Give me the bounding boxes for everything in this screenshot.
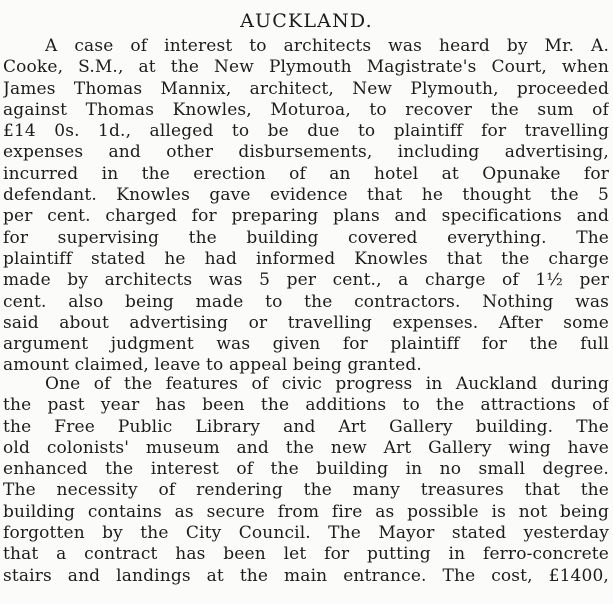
text-line: argument judgment was given for plaintiff for the full bbox=[3, 334, 609, 355]
text-line: the past year has been the additions to the attractions of bbox=[3, 395, 609, 416]
text-line: said about advertising or travelling expenses. After some bbox=[3, 312, 609, 333]
text-line: stairs and landings at the main entrance. The cost, £1400, bbox=[3, 565, 609, 586]
text-line: defendant. Knowles gave evidence that he thought the 5 bbox=[3, 185, 609, 206]
text-line: per cent. charged for preparing plans and specifications and bbox=[3, 206, 609, 227]
text-line: amount claimed, leave to appeal being granted. bbox=[3, 355, 422, 376]
text-line: forgotten by the City Council. The Mayor stated yesterday bbox=[3, 523, 609, 544]
text-line: made by architects was 5 per cent., a charge of 1½ per bbox=[3, 270, 609, 291]
text-line: One of the features of civic progress in Auckland during bbox=[45, 374, 609, 394]
text-line: old colonists' museum and the new Art Gallery wing have bbox=[3, 437, 609, 458]
text-line: cent. also being made to the contractors. Nothing was bbox=[3, 291, 609, 312]
text-line: A case of interest to architects was heard by Mr. A. bbox=[45, 36, 609, 56]
text-line: building contains as secure from fire as possible is not being bbox=[3, 501, 609, 522]
text-line: that a contract has been let for putting in ferro-concrete bbox=[3, 544, 609, 565]
text-line: The necessity of rendering the many treasures that the bbox=[3, 480, 609, 501]
text-line: James Thomas Mannix, architect, New Plymouth, proceeded bbox=[3, 78, 609, 99]
text-line: expenses and other disbursements, including advertising, bbox=[3, 142, 609, 163]
text-line: £14 0s. 1d., alleged to be due to plaintiff for travelling bbox=[3, 121, 609, 142]
text-line: enhanced the interest of the building in no small degree. bbox=[3, 459, 609, 480]
article-heading: AUCKLAND. bbox=[240, 10, 373, 32]
text-line: against Thomas Knowles, Moturoa, to recover the sum of bbox=[3, 99, 609, 120]
paragraph-civic-progress bbox=[3, 374, 609, 587]
text-line: the Free Public Library and Art Gallery building. The bbox=[3, 416, 609, 437]
text-line: plaintiff stated he had informed Knowles that the charge bbox=[3, 248, 609, 269]
text-line: for supervising the building covered everything. The bbox=[3, 227, 609, 248]
paragraph-architect-case bbox=[3, 36, 609, 377]
text-line: incurred in the erection of an hotel at Opunake for bbox=[3, 163, 609, 184]
text-line: Cooke, S.M., at the New Plymouth Magistrate's Court, when bbox=[3, 57, 609, 78]
